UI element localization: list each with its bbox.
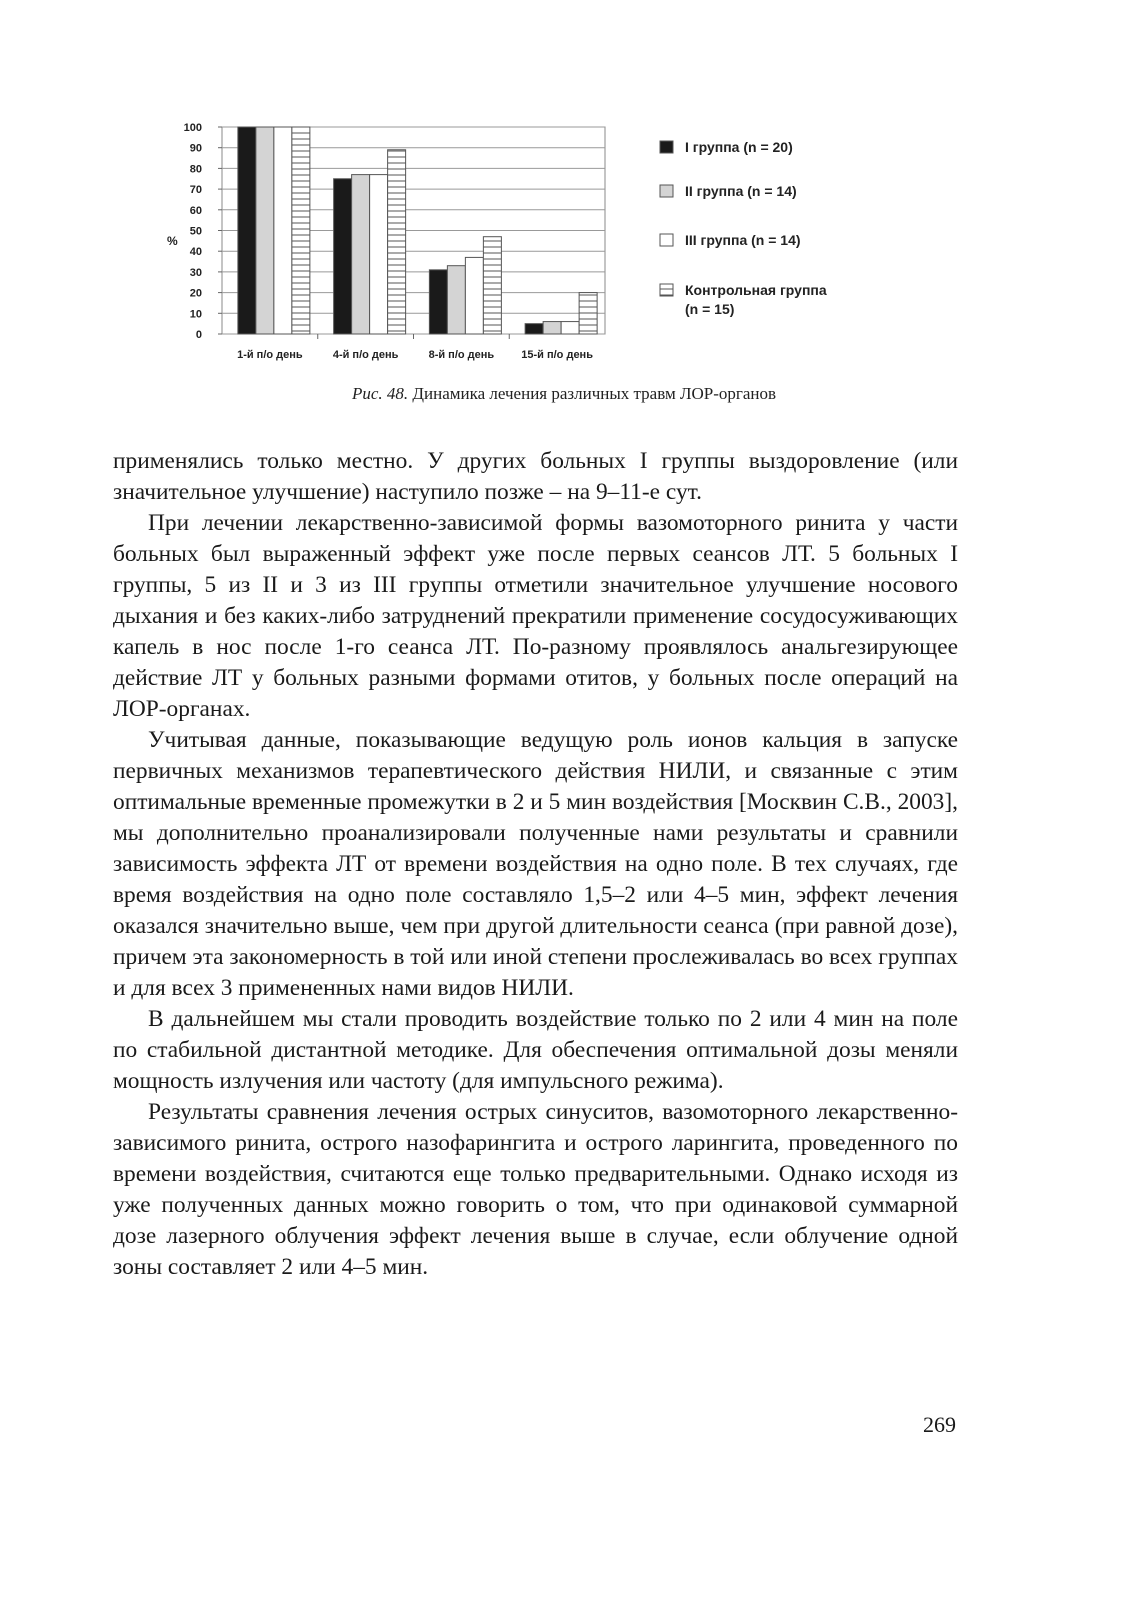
legend-label: I группа (n = 20): [685, 139, 793, 155]
legend-swatch: [660, 185, 673, 197]
y-axis: [167, 122, 222, 341]
bar: [238, 127, 256, 334]
x-tick-label: 1-й п/о день: [237, 349, 303, 361]
body-text: [113, 446, 958, 1283]
figure-number: Рис. 48.: [351, 384, 409, 403]
page-number: 269: [923, 1412, 956, 1437]
bar-chart: [165, 112, 865, 372]
bar: [525, 324, 543, 334]
y-tick-label: 80: [189, 163, 202, 176]
paragraph: применялись только местно. У других больных I группы выздоровление (или значительное улучшение) наступило позже – на 9–11-е сут.: [113, 448, 958, 505]
bar: [543, 322, 561, 334]
x-axis: [237, 334, 593, 361]
legend-label-line: Контрольная группа: [685, 282, 827, 298]
x-tick-label: 8-й п/о день: [428, 349, 495, 361]
legend-label-line: (n = 15): [685, 301, 735, 317]
legend-swatch: [660, 284, 673, 296]
bar: [256, 127, 274, 334]
bar: [352, 175, 370, 334]
legend-swatch: [660, 234, 673, 246]
bar: [334, 179, 352, 334]
paragraph: Результаты сравнения лечения острых синуситов, вазомоторного лекарственно-зависимого ринита, острого назофарингита и острого ларингита, проведенного по времени воздействия, считаются еще только предварительными. Однако исходя из уже полученных данных можно говорить о том, что при одинаковой суммарной дозе лазерного облучения эффект лечения выше в случае, если облучение одной зоны составляет 2 или 4–5 мин.: [113, 1099, 958, 1280]
y-tick-label: 70: [189, 184, 202, 197]
y-tick-label: 30: [189, 266, 202, 279]
bar: [447, 266, 465, 334]
bar: [388, 150, 406, 334]
y-tick-label: 0: [195, 329, 202, 341]
legend-swatch: [660, 141, 673, 153]
bar: [429, 270, 447, 334]
bar: [561, 322, 579, 334]
y-tick-label: 60: [189, 204, 202, 217]
x-tick-label: 4-й п/о день: [332, 349, 399, 361]
bar: [370, 175, 388, 334]
paragraph: Учитывая данные, показывающие ведущую роль ионов кальция в запуске первичных механизмов терапевтического действия НИЛИ, и связанные с этим оптимальные временные промежутки в 2 и 5 мин воздействия [Москвин С.В., 2003], мы дополнительно проанализировали полученные нами результаты и сравнили зависимость эффекта ЛТ от времени воздействия на одно поле. В тех случаях, где время воздействия на одно поле составляло 1,5–2 или 4–5 мин, эффект лечения оказался значительно выше, чем при другой длительности сеанса (при равной дозе), причем эта закономерность в той или иной степени прослеживалась во всех группах и для всех 3 примененных нами видов НИЛИ.: [113, 727, 958, 1001]
chart-legend: [660, 139, 827, 317]
y-tick-label: 100: [183, 122, 202, 134]
legend-label: [685, 282, 827, 317]
paragraph: При лечении лекарственно-зависимой формы вазомоторного ринита у части больных был выраженный эффект уже после первых сеансов ЛТ. 5 больных I группы, 5 из II и 3 из III группы отметили значительное улучшение носового дыхания и без каких-либо затруднений прекратили применение сосудосуживающих капель в нос после 1-го сеанса ЛТ. По-разному проявлялось анальгезирующее действие ЛТ у больных разными формами отитов, у больных после операций на ЛОР-органах.: [113, 510, 958, 722]
bar: [274, 127, 292, 334]
figure-caption-text: Динамика лечения различных травм ЛОР-органов: [408, 384, 777, 403]
x-tick-label: 15-й п/о день: [521, 349, 593, 361]
y-tick-label: 40: [189, 246, 202, 259]
y-tick-label: 10: [189, 308, 202, 321]
legend-label: III группа (n = 14): [685, 232, 801, 248]
bar: [483, 237, 501, 334]
y-tick-label: 90: [189, 142, 202, 155]
y-tick-label: 50: [189, 225, 202, 238]
bar: [465, 257, 483, 334]
y-axis-label: %: [167, 233, 178, 248]
bar: [292, 127, 310, 334]
figure-caption: [0, 384, 1128, 404]
legend-label: II группа (n = 14): [685, 183, 797, 199]
paragraph: В дальнейшем мы стали проводить воздействие только по 2 или 4 мин на поле по стабильной дистантной методике. Для обеспечения оптимальной дозы меняли мощность излучения или частоту (для импульсного режима).: [113, 1006, 958, 1094]
bar: [579, 293, 597, 334]
y-tick-label: 20: [189, 287, 202, 300]
